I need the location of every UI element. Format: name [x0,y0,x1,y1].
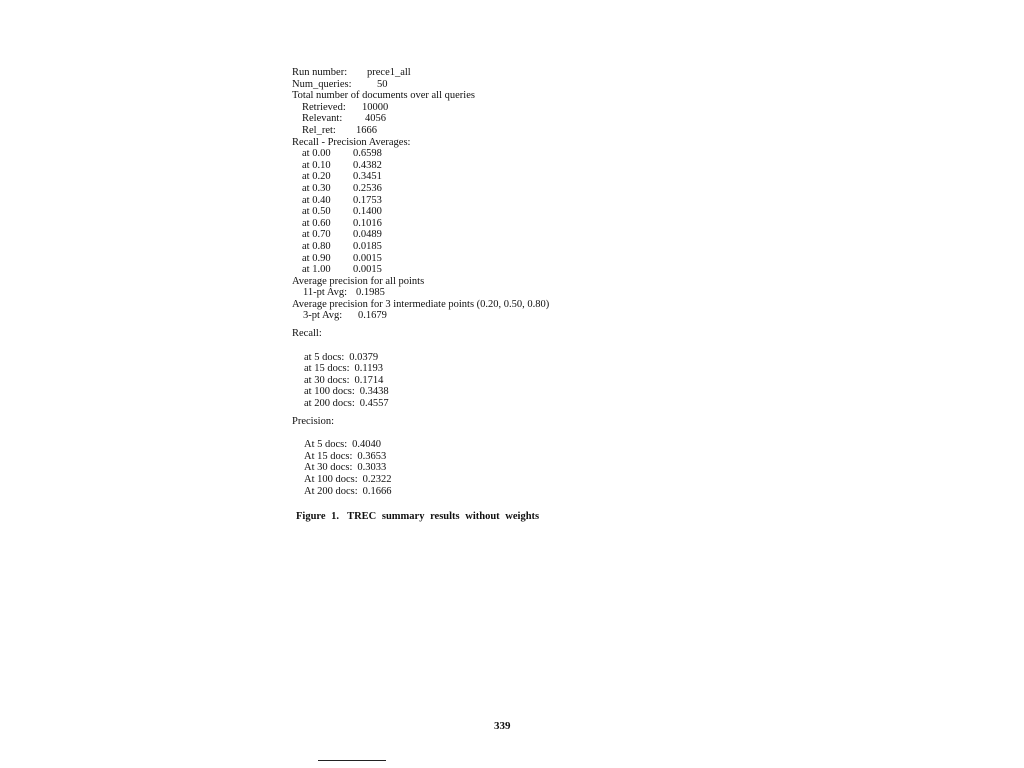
recall-label: at 5 docs: [304,351,345,363]
rel-ret-label: Rel_ret: [302,124,336,136]
precision-label: At 5 docs: [304,439,348,451]
precision-row [292,451,712,463]
precision-row [292,439,712,451]
rp-value: 0.3451 [353,171,382,183]
recall-label: at 15 docs: [304,363,350,375]
rp-value: 0.1016 [353,217,382,229]
intermediate-heading-text: Average precision for 3 intermediate points (0.20, 0.50, 0.80) [292,298,550,310]
precision-heading [292,416,712,428]
relevant-row [292,113,712,125]
rp-row [292,264,712,276]
precision-label: At 30 docs: [304,462,353,474]
rp-row [292,229,712,241]
recall-row [292,352,712,364]
recall-value: 0.1714 [354,374,384,386]
recall-heading [292,328,712,340]
avg11-row [292,287,712,299]
rp-row [292,206,712,218]
precision-row [292,474,712,486]
precision-label: At 200 docs: [304,485,358,497]
avg3-value: 0.1679 [358,310,387,322]
rp-label: at 0.50 [302,206,331,218]
rp-row [292,253,712,265]
rp-value: 0.0015 [353,264,382,276]
relevant-value: 4056 [365,113,386,125]
rp-label: at 0.60 [302,217,331,229]
precision-row [292,486,712,498]
recall-value: 0.1193 [354,363,383,375]
rp-row [292,148,712,160]
recall-value: 0.3438 [359,386,389,398]
recall-value: 0.4557 [359,398,389,410]
retrieved-value: 10000 [362,101,389,113]
num-queries-row [292,79,712,91]
figure-caption [296,511,539,522]
recall-label: at 200 docs: [304,398,355,410]
rel-ret-row [292,125,712,137]
precision-label: At 100 docs: [304,474,358,485]
avg11-label: 11-pt Avg: [303,287,348,299]
rp-value: 0.1753 [353,194,382,206]
relevant-label: Relevant: [302,113,343,125]
page-number: 339 [494,720,511,732]
recall-precision-heading [292,137,712,149]
precision-value: 0.4040 [352,439,382,451]
precision-heading-text: Precision: [292,415,334,427]
recall-row [292,398,712,410]
rp-label: at 0.40 [302,194,331,206]
rp-label: at 1.00 [302,264,331,276]
figure-label: Figure 1. [296,511,340,522]
num-queries-label: Num_queries: [292,78,352,90]
total-docs-heading [292,90,712,102]
num-queries-value: 50 [377,78,388,90]
precision-label: At 15 docs: [304,450,353,462]
footnote-rule [318,760,386,761]
spacer [292,340,712,352]
avg3-label: 3-pt Avg: [303,310,343,322]
precision-value: 0.2322 [362,474,392,485]
precision-row [292,462,712,474]
rp-label: at 0.80 [302,240,331,252]
rel-ret-value: 1666 [356,124,377,136]
retrieved-label: Retrieved: [302,101,346,113]
all-points-heading [292,276,712,288]
rp-row [292,218,712,230]
rp-label: at 0.00 [302,148,331,160]
rp-value: 0.6598 [353,148,382,160]
rp-value: 0.0185 [353,240,382,252]
rp-label: at 0.90 [302,252,331,264]
spacer [292,427,712,439]
recall-row [292,375,712,387]
rp-row [292,160,712,172]
rp-value: 0.2536 [353,182,382,194]
intermediate-heading [292,299,712,311]
precision-value: 0.3653 [357,450,387,462]
rp-label: at 0.70 [302,229,331,241]
avg11-value: 0.1985 [356,287,385,299]
rp-row [292,171,712,183]
trec-summary-block [292,67,712,497]
recall-heading-text: Recall: [292,328,322,340]
figure-caption-text: TREC summary results without weights [347,511,540,522]
all-points-heading-text: Average precision for all points [292,275,425,287]
run-number-label: Run number: [292,67,348,78]
rp-label: at 0.10 [302,159,331,171]
rp-value: 0.0015 [353,252,382,264]
run-number-row [292,67,712,79]
rp-value: 0.4382 [353,159,382,171]
rp-label: at 0.20 [302,171,331,183]
recall-label: at 30 docs: [304,374,350,386]
avg3-row [292,310,712,322]
retrieved-row [292,102,712,114]
precision-value: 0.1666 [362,485,392,497]
total-docs-label: Total number of documents over all queries [292,90,475,102]
rp-row [292,241,712,253]
recall-value: 0.0379 [349,351,379,363]
rp-value: 0.1400 [353,206,382,218]
rp-value: 0.0489 [353,229,382,241]
recall-precision-heading-text: Recall - Precision Averages: [292,136,411,148]
rp-label: at 0.30 [302,182,331,194]
recall-row [292,386,712,398]
rp-row [292,195,712,207]
recall-row [292,363,712,375]
precision-value: 0.3033 [357,462,387,474]
recall-label: at 100 docs: [304,386,355,398]
run-number-value: prece1_all [367,67,411,78]
rp-row [292,183,712,195]
